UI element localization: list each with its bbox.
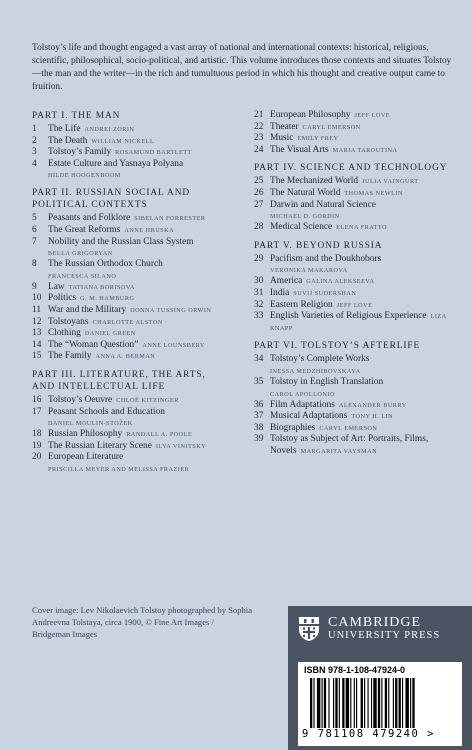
chapter-entry — [32, 213, 240, 225]
chapter-title: Pacifism and the Doukhobors — [270, 253, 382, 264]
chapter-entry — [32, 395, 240, 407]
chapter-entry — [254, 254, 464, 277]
chapter-entry — [32, 159, 240, 182]
chapter-number: 34 — [254, 354, 264, 365]
chapter-entry — [254, 276, 464, 288]
chapter-author: JEFF LOVE — [354, 112, 391, 119]
chapter-entry — [32, 293, 240, 305]
chapter-number: 25 — [254, 176, 264, 187]
chapter-title: English Varieties of Religious Experience — [270, 311, 427, 322]
chapter-title: European Literature — [48, 452, 124, 463]
chapter-body — [270, 145, 464, 157]
chapter-entry — [32, 237, 240, 260]
chapter-body — [48, 452, 240, 475]
chapter-title: Film Adaptations — [270, 399, 335, 410]
chapter-number: 15 — [32, 351, 42, 362]
chapter-body — [270, 222, 464, 234]
chapter-body — [48, 159, 240, 182]
chapter-author: TATIANA BORISOVA — [68, 283, 136, 291]
chapter-number: 36 — [254, 399, 264, 410]
chapter-entry — [254, 145, 464, 157]
chapter-author: CARYL EMERSON — [319, 424, 378, 432]
chapter-author: ANNE LOUNSBERY — [142, 341, 205, 349]
chapter-body — [48, 351, 240, 363]
part-heading: PART I. THE MAN — [32, 111, 121, 121]
chapter-body — [48, 147, 240, 159]
chapter-number: 33 — [254, 311, 264, 322]
chapter-number: 7 — [32, 236, 37, 247]
chapter-author: CAROL APOLLONIO — [270, 390, 335, 398]
chapter-entry — [254, 377, 464, 400]
chapter-entry — [32, 124, 240, 136]
chapter-body — [270, 354, 464, 377]
chapter-body — [270, 133, 464, 145]
chapter-title: The Russian Orthodox Church — [48, 259, 163, 270]
chapter-entry — [254, 311, 464, 334]
chapter-title: Tolstoy’s Family — [48, 147, 112, 158]
chapter-title: The “Woman Question” — [48, 339, 139, 350]
chapter-author: INESSA MEDZHIBOVSKAYA — [270, 367, 361, 375]
contents-right-column — [254, 110, 464, 457]
chapter-number: 31 — [254, 287, 264, 298]
chapter-title: The Mechanized World — [270, 176, 359, 187]
contents-part — [32, 369, 240, 475]
part-heading: PART II. RUSSIAN SOCIAL AND POLITICAL CONTEXTS — [32, 188, 191, 211]
chapter-number: 19 — [32, 440, 42, 451]
chapter-number: 38 — [254, 422, 264, 433]
chapter-title: The Great Reforms — [48, 224, 121, 235]
chapter-body — [48, 124, 240, 136]
chapter-author: SUVIJ SUDERSHAN — [293, 289, 357, 297]
chapter-author: ROSAMUND BARTLETT — [115, 149, 192, 157]
chapter-entry — [32, 259, 240, 282]
chapter-body — [270, 311, 464, 334]
chapter-entry — [32, 282, 240, 294]
contents-part — [32, 110, 240, 181]
chapter-entry — [32, 441, 240, 453]
chapter-entry — [254, 188, 464, 200]
barcode-icon — [310, 678, 450, 728]
publisher-name: CAMBRIDGE — [328, 615, 422, 630]
chapter-body — [48, 340, 240, 352]
contents-left-column — [32, 110, 240, 475]
chapter-body — [270, 423, 464, 435]
chapter-body — [270, 176, 464, 188]
chapter-number: 35 — [254, 376, 264, 387]
chapter-entry — [254, 222, 464, 234]
publisher-band — [288, 606, 472, 750]
contents-part — [254, 340, 464, 457]
chapter-author: GALINA ALEKSEEVA — [306, 278, 375, 286]
chapter-entry — [254, 300, 464, 312]
chapter-entry — [254, 400, 464, 412]
chapter-title: Medical Science — [270, 222, 333, 233]
blurb-text: Tolstoy’s life and thought engaged a vast array of national and international contexts: historical, religious, scientific, philosophical, socio-political, and artistic. This volume introduces those contexts and situates Tolstoy—the man and the writer—in the rich and tumultuous period in which his thought and creative output came to fruition. — [32, 43, 452, 92]
chapter-title: Tolstoy as Subject of Art: Portraits, Films, Novels — [270, 434, 429, 456]
chapter-body — [270, 110, 464, 122]
chapter-entry — [254, 423, 464, 435]
chapter-title: War and the Military — [48, 304, 127, 315]
chapter-entry — [254, 133, 464, 145]
chapter-author: JEFF LOVE — [336, 301, 373, 309]
chapter-author: ELENA FRATTO — [336, 224, 387, 232]
chapter-title: The Life — [48, 124, 81, 134]
chapter-number: 18 — [32, 429, 42, 440]
chapter-number: 17 — [32, 406, 42, 417]
chapter-number: 6 — [32, 224, 37, 235]
chapter-number: 29 — [254, 253, 264, 264]
chapter-body — [48, 225, 240, 237]
contents-part — [254, 240, 464, 335]
chapter-number: 27 — [254, 199, 264, 210]
chapter-entry — [32, 136, 240, 148]
chapter-entry — [32, 351, 240, 363]
chapter-author: ALEXANDER BURRY — [338, 401, 407, 409]
chapter-body — [48, 259, 240, 282]
part-heading: PART IV. SCIENCE AND TECHNOLOGY — [254, 163, 448, 174]
chapter-number: 2 — [32, 135, 37, 146]
chapter-number: 14 — [32, 339, 42, 350]
chapter-title: Music — [270, 133, 294, 144]
chapter-author: DONNA TUSSING ORWIN — [130, 306, 212, 314]
chapter-number: 4 — [32, 158, 37, 169]
chapter-author: RANDALL A. POOLE — [126, 431, 193, 439]
chapter-body — [48, 136, 240, 148]
chapter-author: BELLA GRIGORYAN — [48, 250, 113, 258]
chapter-body — [48, 441, 240, 453]
chapter-entry — [254, 411, 464, 423]
chapter-body — [48, 237, 240, 260]
chapter-title: The Russian Literary Scene — [48, 440, 152, 451]
chapter-number: 11 — [32, 304, 42, 315]
isbn-label: ISBN 978-1-108-47924-0 — [304, 665, 406, 675]
chapter-body — [270, 288, 464, 300]
chapter-title: Tolstoy’s Oeuvre — [48, 394, 113, 405]
chapter-author: MICHAEL D. GORDIN — [270, 213, 340, 221]
chapter-entry — [32, 340, 240, 352]
chapter-author: DANIEL MOULIN-STOŽEK — [48, 420, 133, 428]
chapter-title: Eastern Religion — [270, 299, 333, 310]
chapter-entry — [254, 200, 464, 223]
chapter-entry — [32, 407, 240, 430]
chapter-body — [270, 254, 464, 277]
chapter-author: EMILY FREY — [297, 135, 339, 143]
chapter-entry — [254, 176, 464, 188]
chapter-entry — [32, 328, 240, 340]
chapter-body — [48, 328, 240, 340]
publisher-logo — [298, 616, 440, 642]
chapter-number: 16 — [32, 394, 42, 405]
chapter-body — [48, 317, 240, 329]
part-heading: PART III. LITERATURE, THE ARTS, AND INTELLECTUAL LIFE — [32, 369, 206, 392]
chapter-author: WILLIAM NICKELL — [91, 137, 155, 145]
chapter-title: India — [270, 287, 290, 298]
chapter-body — [270, 200, 464, 223]
chapter-body — [270, 411, 464, 423]
chapter-author: ANNA A. BERMAN — [95, 353, 156, 361]
contents-part — [254, 110, 464, 156]
chapter-entry — [254, 354, 464, 377]
isbn-digits: 9 781108 479240 > — [302, 728, 435, 740]
chapter-entry — [254, 434, 464, 457]
chapter-entry — [32, 429, 240, 441]
chapter-body — [48, 213, 240, 225]
chapter-entry — [32, 452, 240, 475]
chapter-number: 20 — [32, 452, 42, 463]
chapter-author: VERONIKA MAKAROVA — [270, 267, 348, 275]
chapter-author: ANNE HRUSKA — [124, 226, 175, 234]
cover-image-credit: Cover image: Lev Nikolaevich Tolstoy photographed by Sophia Andreevna Tolstaya, circa 1900, © Fine Art Images / Bridgeman Images — [32, 605, 253, 639]
chapter-author: HILDE HOOGENBOOM — [48, 172, 121, 180]
chapter-author: LIZA KNAPP — [270, 313, 447, 332]
chapter-body — [48, 407, 240, 430]
part-heading: PART VI. TOLSTOY’S AFTERLIFE — [254, 341, 421, 352]
chapter-number: 26 — [254, 187, 264, 198]
chapter-entry — [254, 110, 464, 122]
chapter-body — [270, 300, 464, 312]
chapter-title: America — [270, 276, 303, 287]
chapter-title: Politics — [48, 293, 77, 304]
chapter-title: Tolstoyans — [48, 316, 89, 327]
chapter-author: DANIEL GREEN — [84, 330, 136, 338]
chapter-title: Estate Culture and Yasnaya Polyana — [48, 158, 184, 169]
chapter-number: 5 — [32, 213, 37, 224]
chapter-number: 8 — [32, 259, 37, 270]
chapter-entry — [254, 122, 464, 134]
chapter-number: 37 — [254, 411, 264, 422]
chapter-title: Peasants and Folklore — [48, 213, 131, 224]
chapter-number: 39 — [254, 434, 264, 445]
chapter-title: The Death — [48, 135, 88, 146]
isbn-barcode — [298, 662, 462, 746]
chapter-title: The Natural World — [270, 187, 341, 198]
chapter-number: 12 — [32, 316, 42, 327]
chapter-author: MARGARITA VAYSMAN — [300, 447, 378, 455]
chapter-title: Nobility and the Russian Class System — [48, 236, 194, 247]
chapter-author: PRISCILLA MEYER AND MELISSA FRAZIER — [48, 465, 190, 473]
chapter-body — [48, 282, 240, 294]
chapter-number: 1 — [32, 124, 37, 134]
chapter-number: 32 — [254, 299, 264, 310]
chapter-entry — [32, 147, 240, 159]
chapter-entry — [32, 305, 240, 317]
contents-part — [32, 187, 240, 363]
chapter-title: Russian Philosophy — [48, 429, 123, 440]
chapter-title: Darwin and Natural Science — [270, 199, 376, 210]
chapter-number: 10 — [32, 293, 42, 304]
chapter-title: Tolstoy in English Translation — [270, 376, 384, 387]
chapter-entry — [32, 317, 240, 329]
chapter-title: Peasant Schools and Education — [48, 406, 165, 417]
chapter-number: 24 — [254, 144, 264, 155]
chapter-number: 21 — [254, 110, 264, 120]
chapter-title: The Family — [48, 351, 92, 362]
chapter-author: JULIA VAINGURT — [362, 178, 419, 186]
chapter-body — [270, 377, 464, 400]
chapter-author: CHARLOTTE ALSTON — [92, 318, 163, 326]
chapter-title: Musical Adaptations — [270, 411, 348, 422]
chapter-title: The Visual Arts — [270, 144, 329, 155]
chapter-author: ILYA VINITSKY — [155, 442, 207, 450]
chapter-title: Law — [48, 281, 65, 292]
chapter-number: 9 — [32, 281, 37, 292]
publisher-press: UNIVERSITY PRESS — [328, 630, 441, 641]
chapter-body — [48, 429, 240, 441]
cambridge-shield-icon — [298, 616, 320, 642]
chapter-title: Clothing — [48, 328, 81, 339]
chapter-author: ANDREI ZORIN — [84, 126, 135, 133]
chapter-number: 23 — [254, 133, 264, 144]
chapter-entry — [254, 288, 464, 300]
chapter-number: 30 — [254, 276, 264, 287]
chapter-author: G. M. HAMBURG — [80, 295, 135, 303]
chapter-body — [48, 305, 240, 317]
chapter-author: FRANCESCA SILANO — [48, 272, 117, 280]
chapter-body — [48, 395, 240, 407]
contents-part — [254, 162, 464, 233]
chapter-title: Theater — [270, 121, 299, 132]
chapter-body — [270, 434, 464, 457]
chapter-number: 3 — [32, 147, 37, 158]
chapter-title: European Philosophy — [270, 110, 351, 120]
chapter-author: TONY H. LIN — [351, 413, 394, 421]
chapter-body — [270, 188, 464, 200]
chapter-author: CHLOË KITZINGER — [116, 396, 179, 404]
chapter-number: 22 — [254, 121, 264, 132]
part-heading: PART V. BEYOND RUSSIA — [254, 240, 383, 251]
chapter-title: Biographies — [270, 422, 316, 433]
chapter-author: SIBELAN FORRESTER — [134, 215, 206, 223]
chapter-body — [270, 276, 464, 288]
chapter-title: Tolstoy’s Complete Works — [270, 354, 370, 365]
chapter-number: 13 — [32, 328, 42, 339]
chapter-body — [270, 122, 464, 134]
chapter-entry — [32, 225, 240, 237]
chapter-author: CARYL EMERSON — [302, 123, 361, 131]
chapter-body — [48, 293, 240, 305]
chapter-author: MARIA TAROUTINA — [332, 146, 398, 154]
chapter-number: 28 — [254, 222, 264, 233]
chapter-body — [270, 400, 464, 412]
chapter-author: THOMAS NEWLIN — [344, 189, 403, 197]
